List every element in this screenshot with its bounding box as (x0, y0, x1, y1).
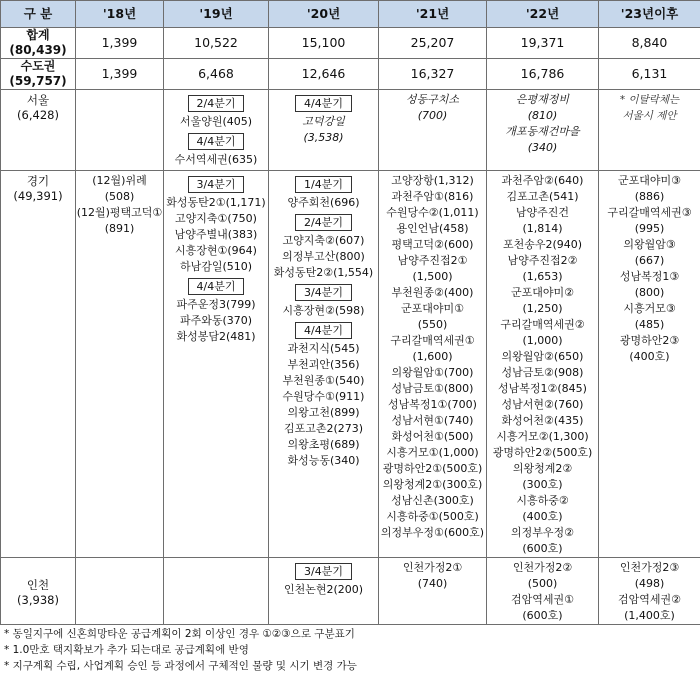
project-item: 서울양원(405) (179, 115, 253, 128)
seoul-2023 (599, 90, 700, 171)
project-item: (810) (527, 109, 558, 122)
project-item: 수서역세권(635) (174, 153, 258, 166)
project-item: 의왕월암②(650) (501, 350, 584, 363)
incheon-2018 (76, 558, 164, 625)
footnotes (0, 626, 700, 674)
project-item: 과천주암①(816) (391, 190, 474, 203)
quarter-box: 4/4분기 (295, 322, 352, 339)
footnote: * 지구계획 수립, 사업계획 승인 등 과정에서 구체적인 물량 및 시기 변경 가능 (4, 660, 357, 672)
capital-2022: 16,786 (487, 59, 599, 90)
total-2021: 25,207 (379, 28, 487, 59)
quarter-box: 4/4분기 (188, 133, 245, 150)
gyeonggi-label: 경기 (49,391) (1, 171, 76, 558)
project-item: (700) (417, 109, 448, 122)
capital-2023: 6,131 (599, 59, 700, 90)
project-item: 고덕강일 (302, 115, 345, 128)
project-item: 의정부고산(800) (282, 250, 365, 263)
project-item: (1,250) (522, 302, 563, 315)
project-item: 군포대야미② (511, 286, 574, 299)
project-item: 개포동재건마을 (505, 125, 580, 138)
gyeonggi-2020 (269, 171, 379, 558)
project-item: 파주와동(370) (179, 314, 253, 327)
seoul-2022 (487, 90, 599, 171)
project-item: 광명하안2①(500호) (382, 462, 483, 475)
gyeonggi-2023 (599, 171, 700, 558)
project-item: (485) (634, 318, 665, 331)
project-item: 과천주암②(640) (501, 174, 584, 187)
project-item: (300호) (522, 478, 563, 491)
total-2018: 1,399 (76, 28, 164, 59)
header-2020: '20년 (269, 1, 379, 28)
gyeonggi-row (1, 171, 700, 558)
project-item: 검암역세권① (511, 593, 574, 606)
project-item: 파주운정3(799) (176, 298, 256, 311)
project-item: (400호) (629, 350, 670, 363)
incheon-2023 (599, 558, 700, 625)
seoul-2020 (269, 90, 379, 171)
project-item: 인천논현2(200) (283, 583, 364, 596)
seoul-2021 (379, 90, 487, 171)
project-item: (12월)평택고덕① (76, 206, 163, 219)
project-item: 성남복정1②(845) (498, 382, 587, 395)
project-item: 인천가정2③ (619, 561, 680, 574)
project-item: 부천괴안(356) (287, 358, 360, 371)
project-item: 성남복정1①(700) (388, 398, 477, 411)
project-item: 평택고덕②(600) (391, 238, 474, 251)
project-item: 고양지축②(607) (282, 234, 365, 247)
capital-region-row (1, 59, 700, 90)
header-2021: '21년 (379, 1, 487, 28)
quarter-box: 3/4분기 (188, 176, 245, 193)
gyeonggi-2021 (379, 171, 487, 558)
incheon-label: 인천 (3,938) (1, 558, 76, 625)
quarter-box: 3/4분기 (295, 284, 352, 301)
project-item: 시흥거모③ (623, 302, 676, 315)
project-item: 시흥거모①(1,000) (386, 446, 479, 459)
total-row (1, 28, 700, 59)
project-item: 성동구치소 (405, 93, 460, 106)
project-item: 고양장항(1,312) (391, 174, 474, 187)
project-item: (886) (634, 190, 665, 203)
project-item: 광명하안2②(500호) (492, 446, 593, 459)
quarter-box: 1/4분기 (295, 176, 352, 193)
capital-region-label: 수도권 (59,757) (1, 59, 76, 90)
project-item: (667) (634, 254, 665, 267)
seoul-label: 서울 (6,428) (1, 90, 76, 171)
project-item: 군포대야미③ (618, 174, 681, 187)
project-item: (1,000) (522, 334, 563, 347)
incheon-2022 (487, 558, 599, 625)
project-item: 남양주별내(383) (174, 228, 258, 241)
gyeonggi-2019 (164, 171, 269, 558)
incheon-row (1, 558, 700, 625)
project-item: 의왕초평(689) (287, 438, 360, 451)
project-item: 성남신촌(300호) (391, 494, 474, 507)
project-item: 구리갈매역세권② (500, 318, 585, 331)
project-item: 부천원종②(400) (391, 286, 474, 299)
incheon-2020 (269, 558, 379, 625)
project-item: (340) (527, 141, 558, 154)
header-2018: '18년 (76, 1, 164, 28)
project-item: (891) (104, 222, 135, 235)
project-item: (1,500) (412, 270, 453, 283)
project-item: (400호) (522, 510, 563, 523)
total-2019: 10,522 (164, 28, 269, 59)
project-item: (3,538) (303, 131, 344, 144)
project-item: 시흥하중② (516, 494, 569, 507)
capital-2020: 12,646 (269, 59, 379, 90)
quarter-box: 4/4분기 (295, 95, 352, 112)
project-item: 화성능동(340) (287, 454, 360, 467)
project-item: 군포대야미① (401, 302, 464, 315)
project-item: 의정부우정② (511, 526, 574, 539)
project-item: (1,653) (522, 270, 563, 283)
project-item: 인천가정2① (402, 561, 463, 574)
quarter-box: 2/4분기 (295, 214, 352, 231)
project-item: 화성어천①(500) (391, 430, 474, 443)
project-item: (600호) (522, 609, 563, 622)
total-2020: 15,100 (269, 28, 379, 59)
project-item: (500) (527, 577, 558, 590)
project-item: 성남복정1③ (619, 270, 680, 283)
project-item: 수원당수①(911) (282, 390, 365, 403)
project-item: 수원당수②(1,011) (386, 206, 479, 219)
project-item: 김포고촌2(273) (283, 422, 364, 435)
project-item: 남양주진건 (515, 206, 570, 219)
project-item: (995) (634, 222, 665, 235)
project-item: 구리갈매역세권① (390, 334, 475, 347)
incheon-2021 (379, 558, 487, 625)
project-item: 화성동탄2②(1,554) (273, 266, 374, 279)
project-item: 부천원종①(540) (282, 374, 365, 387)
project-item: (740) (417, 577, 448, 590)
capital-2018: 1,399 (76, 59, 164, 90)
total-label: 합계 (80,439) (1, 28, 76, 59)
project-item: 구리갈매역세권③ (607, 206, 692, 219)
project-item: 은평재정비 (515, 93, 570, 106)
project-item: 성남금토①(800) (391, 382, 474, 395)
project-item: 성남금토②(908) (501, 366, 584, 379)
project-item: 시흥하중①(500호) (386, 510, 479, 523)
project-item: (1,400호) (624, 609, 675, 622)
project-item: 화성봉담2(481) (176, 330, 256, 343)
project-item: 의왕청계2①(300호) (382, 478, 483, 491)
project-item: 김포고촌(541) (506, 190, 579, 203)
project-item: 광명하안2③ (619, 334, 680, 347)
header-category: 구 분 (1, 1, 76, 28)
project-item: 하남감일(510) (179, 260, 253, 273)
project-item: 의왕고천(899) (287, 406, 360, 419)
project-item: 고양지축①(750) (175, 212, 257, 225)
gyeonggi-2018 (76, 171, 164, 558)
total-2023: 8,840 (599, 28, 700, 59)
seoul-2018 (76, 90, 164, 171)
project-item: 시흥장현②(598) (282, 304, 365, 317)
gyeonggi-2022 (487, 171, 599, 558)
project-item: 시흥장현①(964) (175, 244, 257, 257)
project-item: (800) (634, 286, 665, 299)
project-item: 화성어천②(435) (501, 414, 584, 427)
header-2019: '19년 (164, 1, 269, 28)
quarter-box: 3/4분기 (295, 563, 352, 580)
project-item: 성남서현①(740) (391, 414, 474, 427)
project-item: 용인언남(458) (396, 222, 469, 235)
seoul-2019 (164, 90, 269, 171)
italic-note: 서울시 제안 (622, 110, 677, 122)
quarter-box: 2/4분기 (188, 95, 245, 112)
project-item: (498) (634, 577, 665, 590)
header-2022: '22년 (487, 1, 599, 28)
header-row (1, 1, 700, 28)
italic-note: * 이탈락체는 (619, 94, 680, 106)
project-item: 남양주진접2② (507, 254, 578, 267)
project-item: (12월)위례 (92, 174, 147, 187)
project-item: 의왕월암①(700) (391, 366, 474, 379)
project-item: 남양주진접2① (397, 254, 468, 267)
project-item: 시흥거모②(1,300) (496, 430, 589, 443)
project-item: 성남서현②(760) (501, 398, 584, 411)
project-item: (1,600) (412, 350, 453, 363)
capital-2021: 16,327 (379, 59, 487, 90)
project-item: 화성동탄2①(1,171) (166, 196, 266, 209)
project-item: (508) (104, 190, 135, 203)
incheon-2019 (164, 558, 269, 625)
capital-2019: 6,468 (164, 59, 269, 90)
project-item: 포천송우2(940) (502, 238, 583, 251)
project-item: (600호) (522, 542, 563, 555)
seoul-row (1, 90, 700, 171)
project-item: 양주회천(696) (287, 196, 360, 209)
project-item: (1,814) (522, 222, 563, 235)
quarter-box: 4/4분기 (188, 278, 245, 295)
footnote: * 1.0만호 택지확보가 추가 되는대로 공급계획에 반영 (4, 644, 249, 656)
project-item: (550) (417, 318, 448, 331)
project-item: 인천가정2② (512, 561, 573, 574)
project-item: 의왕월암③ (623, 238, 676, 251)
project-item: 의정부우정①(600호) (380, 526, 485, 539)
total-2022: 19,371 (487, 28, 599, 59)
project-item: 검암역세권② (618, 593, 681, 606)
footnote: * 동일지구에 신혼희망타운 공급계획이 2회 이상인 경우 ①②③으로 구분표기 (4, 628, 355, 640)
header-2023-after: '23년이후 (599, 1, 700, 28)
project-item: 과천지식(545) (287, 342, 360, 355)
project-item: 의왕청계2② (512, 462, 573, 475)
